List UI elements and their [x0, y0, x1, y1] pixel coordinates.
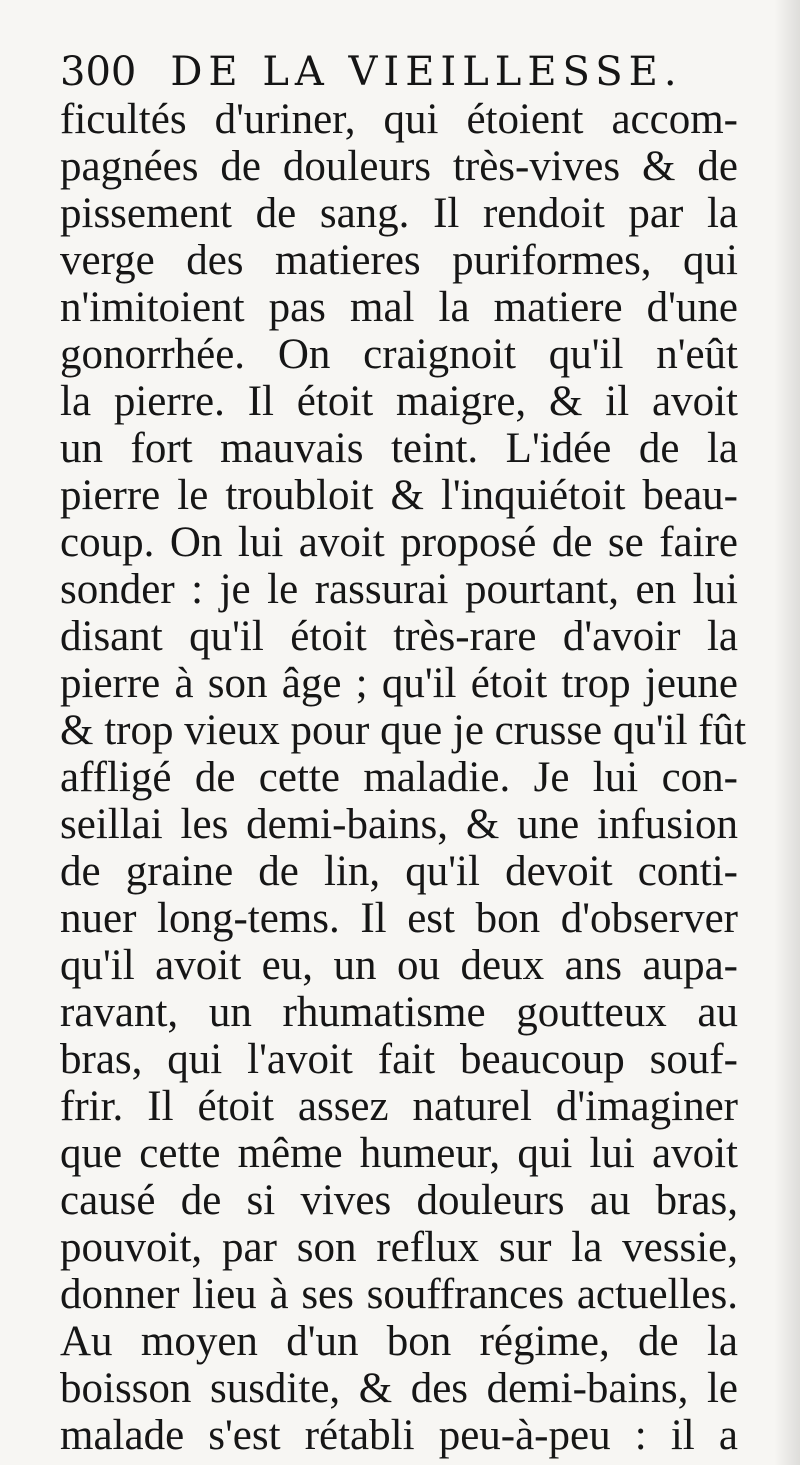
text-line: affligé de cette maladie. Je lui con- [60, 754, 738, 801]
text-line: qu'il avoit eu, un ou deux ans aupa- [60, 942, 738, 989]
running-head [60, 44, 760, 100]
text-line: n'imitoient pas mal la matiere d'une [60, 284, 738, 331]
text-line: pagnées de douleurs très-vives & de [60, 143, 738, 190]
text-line: boisson susdite, & des demi-bains, le [60, 1365, 738, 1412]
text-line: coup. On lui avoit proposé de se faire [60, 519, 738, 566]
page-edge-shadow [774, 0, 800, 1465]
text-line: la pierre. Il étoit maigre, & il avoit [60, 378, 738, 425]
text-line: disant qu'il étoit très-rare d'avoir la [60, 613, 738, 660]
text-line: donner lieu à ses souffrances actuelles. [60, 1271, 738, 1318]
running-title: DE LA VIEILLESSE. [170, 49, 683, 95]
text-line: & trop vieux pour que je crusse qu'il fût [60, 707, 747, 754]
text-line: frir. Il étoit assez naturel d'imaginer [60, 1083, 738, 1130]
text-line: pouvoit, par son reflux sur la vessie, [60, 1224, 738, 1271]
text-line: verge des matieres puriformes, qui [60, 237, 738, 284]
text-line: pissement de sang. Il rendoit par la [60, 190, 738, 237]
text-line: sonder : je le rassurai pourtant, en lui [60, 566, 738, 613]
text-line: ficultés d'uriner, qui étoient accom- [60, 96, 738, 143]
text-line: un fort mauvais teint. L'idée de la [60, 425, 738, 472]
text-line: Au moyen d'un bon régime, de la [60, 1318, 738, 1365]
text-line: gonorrhée. On craignoit qu'il n'eût [60, 331, 738, 378]
text-line: pierre à son âge ; qu'il étoit trop jeune [60, 660, 738, 707]
text-line: seillai les demi-bains, & une infusion [60, 801, 738, 848]
text-line: de graine de lin, qu'il devoit conti- [60, 848, 738, 895]
text-line: causé de si vives douleurs au bras, [60, 1177, 738, 1224]
text-line: pierre le troubloit & l'inquiétoit beau- [60, 472, 738, 519]
text-line: malade s'est rétabli peu-à-peu : il a [60, 1412, 738, 1459]
text-line: que cette même humeur, qui lui avoit [60, 1130, 738, 1177]
text-line: ravant, un rhumatisme goutteux au [60, 989, 738, 1036]
body-text [60, 96, 747, 1459]
text-line: nuer long-tems. Il est bon d'observer [60, 895, 738, 942]
text-line: bras, qui l'avoit fait beaucoup souf- [60, 1036, 738, 1083]
page-number: 300 [60, 49, 137, 95]
